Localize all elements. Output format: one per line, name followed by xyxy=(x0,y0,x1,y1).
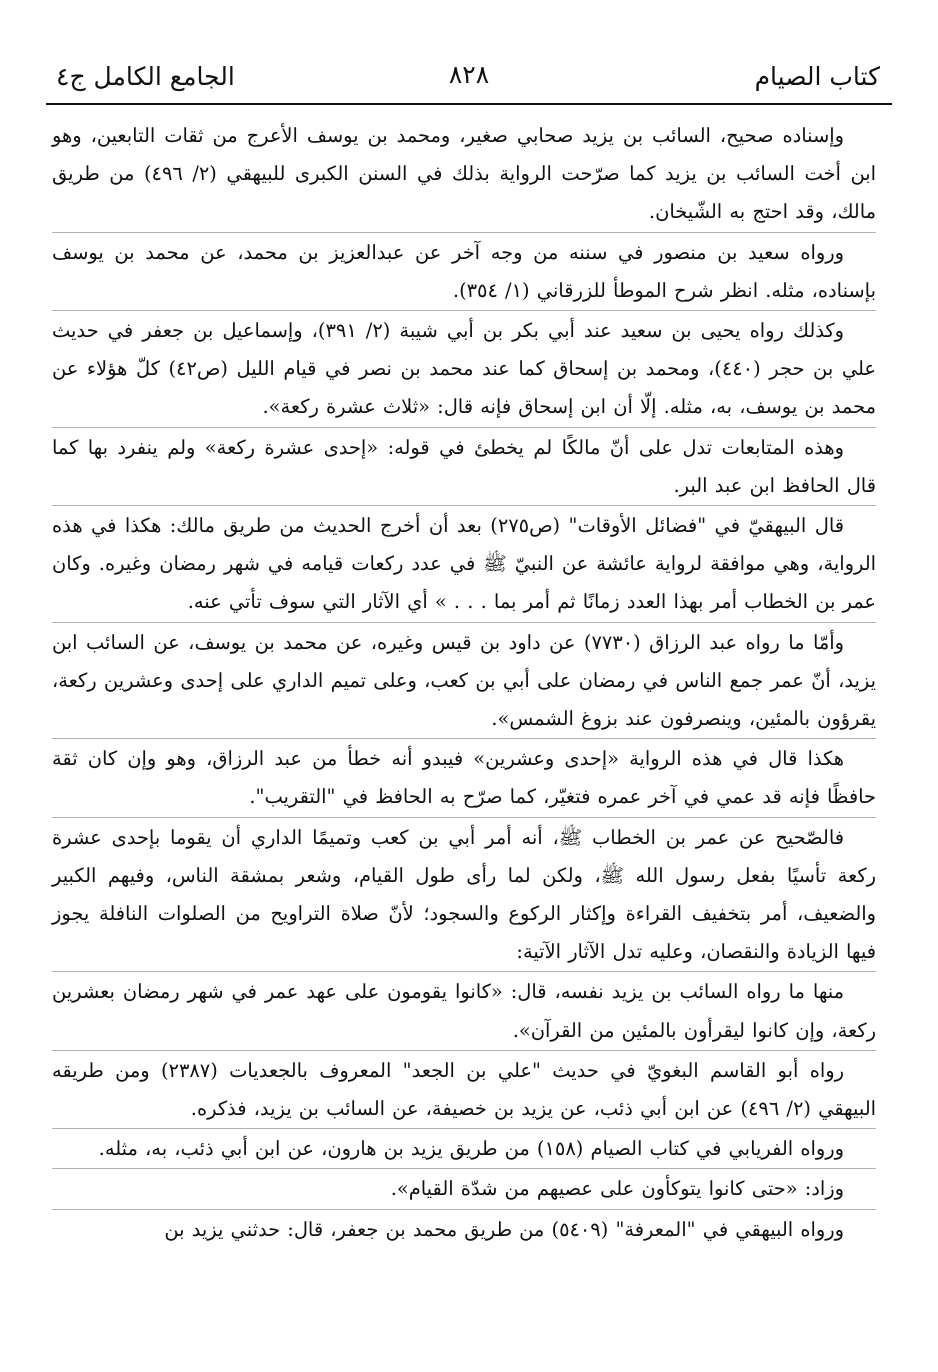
paragraph-divider xyxy=(52,622,876,623)
paragraph: ورواه سعيد بن منصور في سننه من وجه آخر عن عبدالعزيز بن محمد، عن محمد بن يوسف بإسناده، مثله. انظر شرح الموطأ للزرقاني (١/ ٣٥٤). xyxy=(52,240,876,302)
paragraph: قال البيهقيّ في "فضائل الأوقات" (ص٢٧٥) بعد أن أخرج الحديث من طريق مالك: هكذا في هذه الرواية، وهي موافقة لرواية عائشة عن النبيّ ﷺ في عدد ركعات قيامه في شهر رمضان وغيره. وكان عمر بن الخطاب أمر بهذا العدد زمانًا ثم أمر بما . . . » أي الآثار التي سوف تأتي عنه. xyxy=(52,514,876,614)
paragraph: منها ما رواه السائب بن يزيد نفسه، قال: «كانوا يقومون على عهد عمر في شهر رمضان بعشرين ركعة، وإن كانوا ليقرأون بالمئين من القرآن». xyxy=(52,980,876,1042)
running-header xyxy=(46,54,892,104)
paragraph: وهذه المتابعات تدل على أنّ مالكًا لم يخطئ في قوله: «إحدى عشرة ركعة» ولم ينفرد بها كما قال الحافظ ابن عبد البر. xyxy=(52,435,876,497)
paragraph: وإسناده صحيح، السائب بن يزيد صحابي صغير، ومحمد بن يوسف الأعرج من ثقات التابعين، وهو ابن أخت السائب بن يزيد كما صرّحت الرواية بذلك في السنن الكبرى للبيهقي (٢/ ٤٩٦) من طريق مالك، وقد احتج به الشّيخان. xyxy=(52,124,876,224)
paragraph: وزاد: «حتى كانوا يتوكأون على عصيهم من شدّة القيام». xyxy=(390,1177,844,1201)
paragraph-divider xyxy=(52,1168,876,1169)
paragraph: فالصّحيح عن عمر بن الخطاب ﷺ، أنه أمر أبي بن كعب وتميمًا الداري أن يقوما بإحدى عشرة ركعة تأسيًا بفعل رسول الله ﷺ، ولكن لما رأى طول القيام، وشعر بمشقة الناس، وفيهم الكبير والضعيف، أمر بتخفيف القراءة وإكثار الركوع والسجود؛ لأنّ صلاة التراويح من الصلوات النافلة يجوز فيها الزيادة والنقصان، وعليه تدل الآثار الآتية: xyxy=(52,825,876,964)
paragraph: رواه أبو القاسم البغويّ في حديث "علي بن الجعد" المعروف بالجعديات (٢٣٨٧) ومن طريقه البيهقي (٢/ ٤٩٦) عن ابن أبي ذئب، عن يزيد بن خصيفة، عن السائب بن يزيد، فذكره. xyxy=(52,1058,876,1121)
paragraph-divider xyxy=(52,505,876,506)
book-title: الجامع الكامل ج٤ xyxy=(56,62,235,91)
page-body xyxy=(52,117,876,1249)
chapter-title: كتاب الصيام xyxy=(754,62,880,91)
paragraph: ورواه الفريابي في كتاب الصيام (١٥٨) من طريق يزيد بن هارون، عن ابن أبي ذئب، به، مثله. xyxy=(98,1137,844,1161)
paragraph-divider xyxy=(52,1209,876,1210)
page-number: ٨٢٨ xyxy=(448,60,490,89)
paragraph: ورواه البيهقي في "المعرفة" (٥٤٠٩) من طريق محمد بن جعفر، قال: حدثني يزيد بن xyxy=(164,1217,844,1241)
paragraph-divider xyxy=(52,310,876,311)
paragraph: وأمّا ما رواه عبد الرزاق (٧٧٣٠) عن داود بن قيس وغيره، عن محمد بن يوسف، عن السائب ابن يزيد، أنّ عمر جمع الناس في رمضان على أبي بن كعب، وعلى تميم الداري على إحدى وعشرين ركعة، يقرؤون بالمئين، وينصرفون عند بزوغ الشمس». xyxy=(52,630,876,731)
paragraph-divider xyxy=(52,1128,876,1129)
paragraph-divider xyxy=(52,232,876,233)
paragraph-divider xyxy=(52,971,876,972)
paragraph: هكذا قال في هذه الرواية «إحدى وعشرين» فيبدو أنه خطأ من عبد الرزاق، وهو وإن كان ثقة حافظًا فإنه قد عمي في آخر عمره فتغيّر، كما صرّح به الحافظ في "التقريب". xyxy=(52,747,876,809)
paragraph-divider xyxy=(52,1050,876,1051)
paragraph-divider xyxy=(52,817,876,818)
paragraph-divider xyxy=(52,738,876,739)
paragraph: وكذلك رواه يحيى بن سعيد عند أبي بكر بن أبي شيبة (٢/ ٣٩١)، وإسماعيل بن جعفر في حديث علي بن حجر (٤٤٠)، ومحمد بن إسحاق كما عند محمد بن نصر في قيام الليل (ص٤٢) كلّ هؤلاء عن محمد بن يوسف، به، مثله. إلّا أن ابن إسحاق فإنه قال: «ثلاث عشرة ركعة». xyxy=(52,319,876,419)
header-rule xyxy=(46,103,892,105)
paragraph-divider xyxy=(52,427,876,428)
